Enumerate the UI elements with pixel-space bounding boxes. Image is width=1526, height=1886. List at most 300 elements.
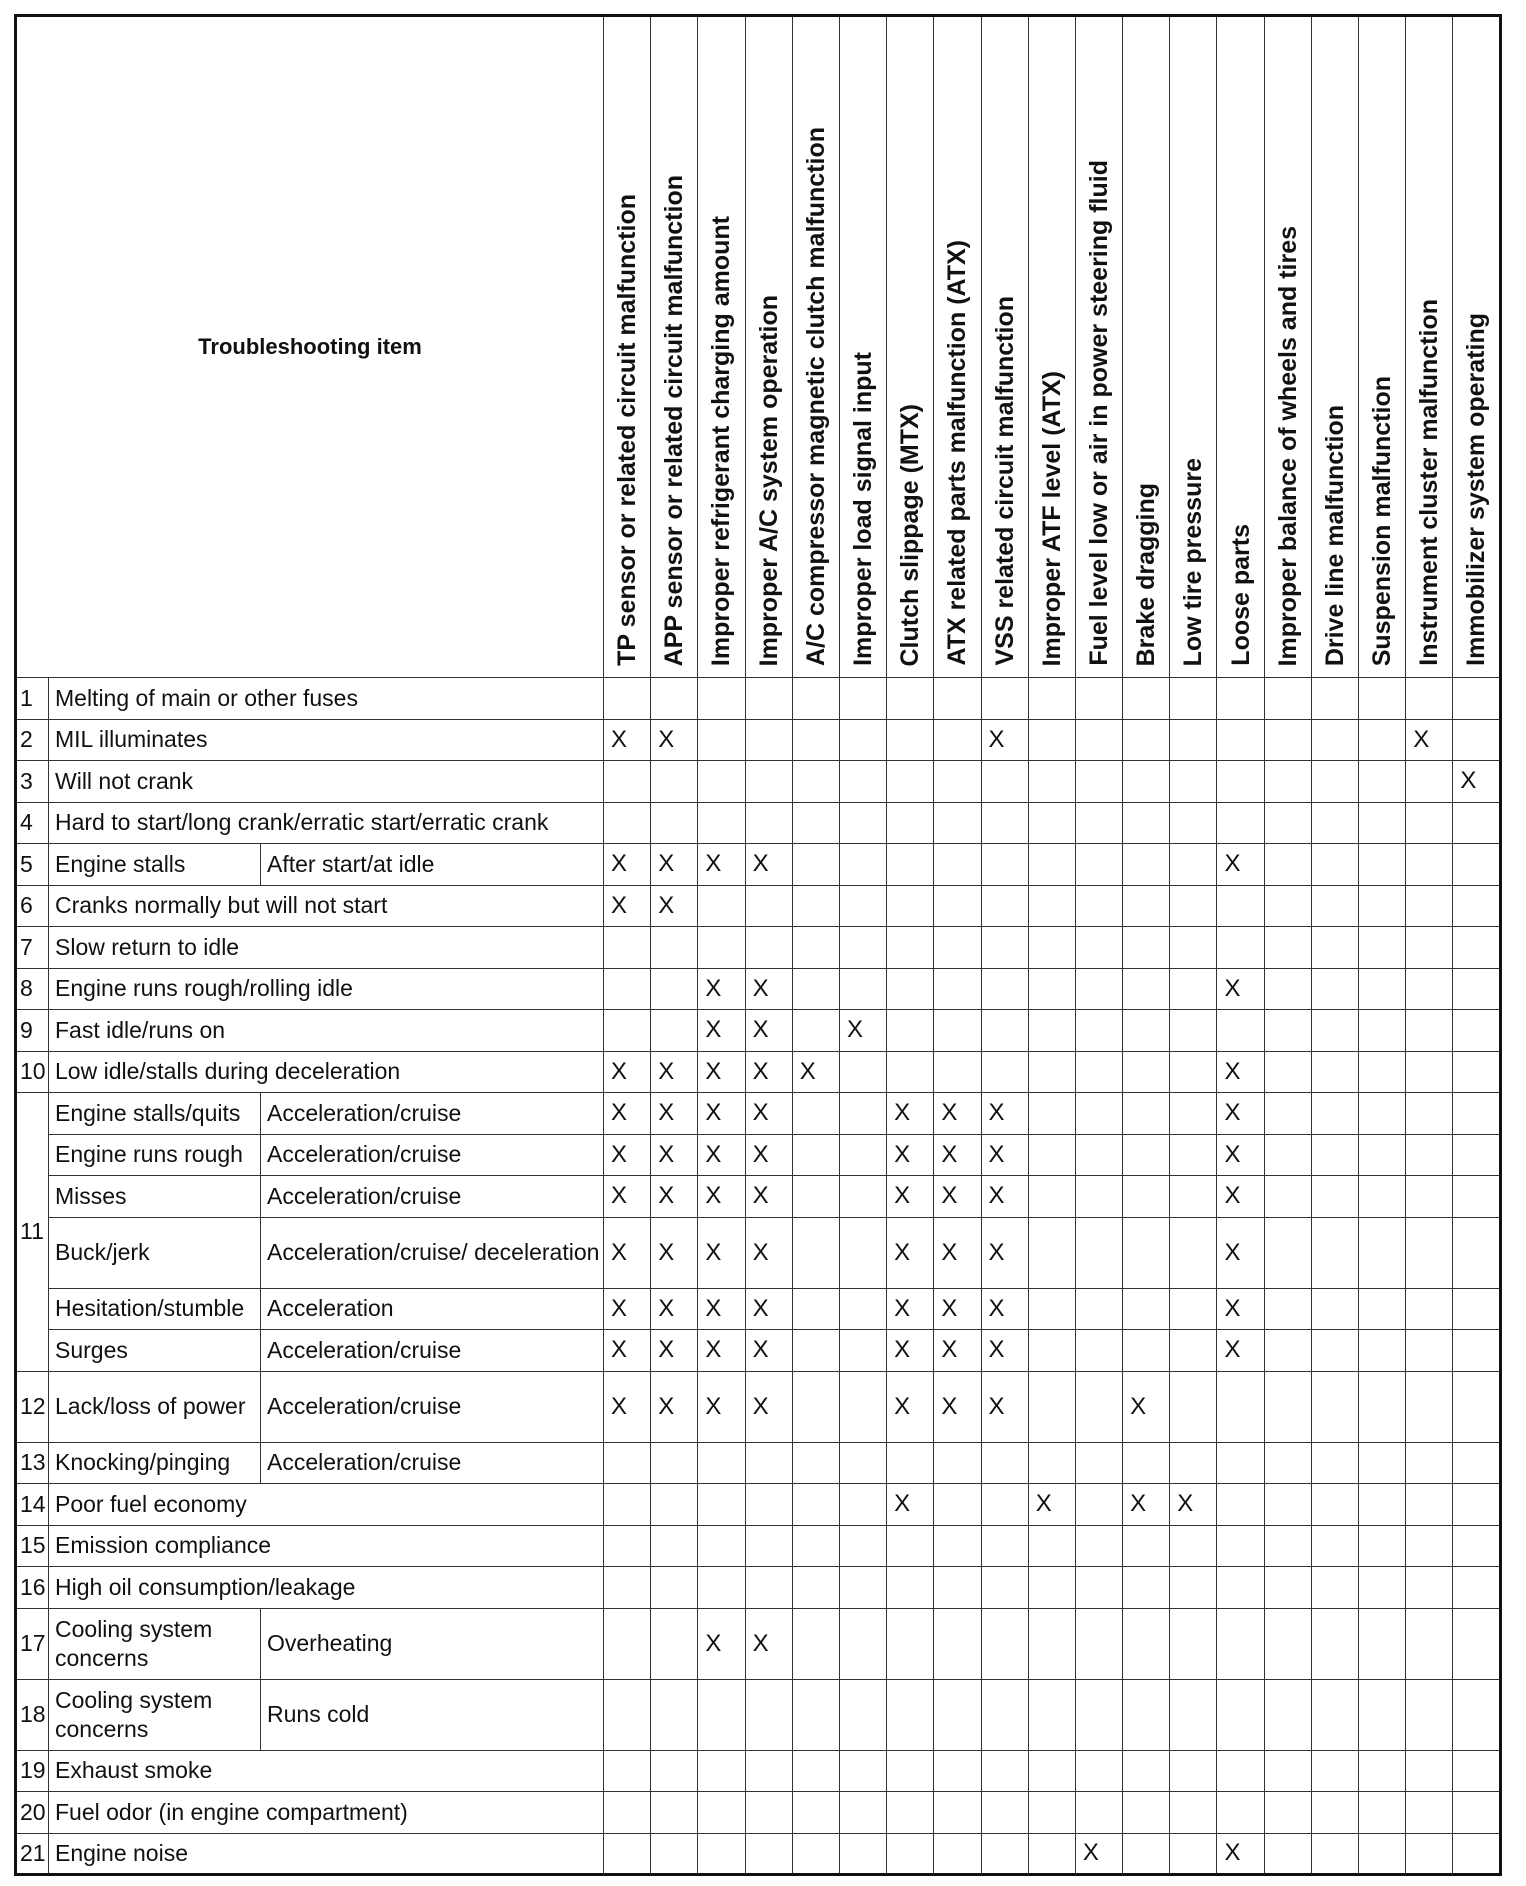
empty-cell — [1359, 1442, 1406, 1484]
empty-cell — [839, 1217, 886, 1288]
empty-cell — [1311, 1371, 1358, 1442]
empty-cell — [839, 802, 886, 844]
empty-cell — [745, 802, 792, 844]
empty-cell — [1028, 968, 1075, 1010]
empty-cell — [792, 719, 839, 761]
empty-cell — [792, 1134, 839, 1176]
empty-cell — [1123, 927, 1170, 969]
mark-cell: X — [604, 1217, 651, 1288]
column-header — [604, 16, 651, 678]
empty-cell — [1453, 927, 1500, 969]
empty-cell — [934, 1833, 981, 1875]
empty-cell — [792, 927, 839, 969]
empty-cell — [1264, 885, 1311, 927]
empty-cell — [792, 1484, 839, 1526]
empty-cell — [1170, 1217, 1217, 1288]
empty-cell — [1406, 885, 1453, 927]
empty-cell — [698, 1833, 745, 1875]
empty-cell — [839, 1525, 886, 1567]
empty-cell — [1406, 1176, 1453, 1218]
empty-cell — [1264, 1792, 1311, 1834]
empty-cell — [792, 1371, 839, 1442]
column-header — [651, 16, 698, 678]
empty-cell — [1170, 1176, 1217, 1218]
empty-cell — [1264, 927, 1311, 969]
symptom-cell: Cooling system concerns — [49, 1608, 261, 1679]
empty-cell — [1359, 1750, 1406, 1792]
empty-cell — [839, 1176, 886, 1218]
empty-cell — [1359, 968, 1406, 1010]
mark-cell: X — [1217, 1833, 1264, 1875]
empty-cell — [651, 1567, 698, 1609]
column-header — [1311, 16, 1358, 678]
empty-cell — [934, 968, 981, 1010]
empty-cell — [792, 1567, 839, 1609]
empty-cell — [1311, 927, 1358, 969]
column-header-label: A/C compressor magnetic clutch malfunction — [801, 127, 830, 666]
empty-cell — [604, 1679, 651, 1750]
empty-cell — [1264, 968, 1311, 1010]
empty-cell — [651, 1010, 698, 1052]
empty-cell — [1453, 1833, 1500, 1875]
symptom-cell: Misses — [49, 1176, 261, 1218]
empty-cell — [1075, 927, 1122, 969]
column-header — [792, 16, 839, 678]
empty-cell — [839, 678, 886, 720]
empty-cell — [1264, 1217, 1311, 1288]
mark-cell: X — [887, 1134, 934, 1176]
empty-cell — [887, 1792, 934, 1834]
empty-cell — [651, 1525, 698, 1567]
mark-cell: X — [604, 885, 651, 927]
condition-cell: Acceleration/cruise — [261, 1176, 604, 1218]
empty-cell — [1028, 1371, 1075, 1442]
empty-cell — [934, 678, 981, 720]
empty-cell — [745, 1833, 792, 1875]
empty-cell — [698, 1750, 745, 1792]
empty-cell — [1123, 719, 1170, 761]
mark-cell: X — [1217, 968, 1264, 1010]
empty-cell — [887, 844, 934, 886]
empty-cell — [1028, 1051, 1075, 1093]
empty-cell — [651, 1442, 698, 1484]
empty-cell — [1359, 761, 1406, 803]
empty-cell — [1406, 1833, 1453, 1875]
empty-cell — [698, 927, 745, 969]
mark-cell: X — [934, 1093, 981, 1135]
empty-cell — [887, 1750, 934, 1792]
empty-cell — [1123, 885, 1170, 927]
empty-cell — [1075, 1288, 1122, 1330]
empty-cell — [698, 678, 745, 720]
empty-cell — [1406, 1442, 1453, 1484]
empty-cell — [651, 968, 698, 1010]
symptom-cell: Knocking/pinging — [49, 1442, 261, 1484]
empty-cell — [1217, 1371, 1264, 1442]
row-number: 8 — [16, 968, 49, 1010]
empty-cell — [1170, 1608, 1217, 1679]
empty-cell — [934, 719, 981, 761]
empty-cell — [1075, 968, 1122, 1010]
mark-cell: X — [651, 1217, 698, 1288]
empty-cell — [604, 761, 651, 803]
mark-cell: X — [604, 1176, 651, 1218]
empty-cell — [887, 1010, 934, 1052]
column-header — [1028, 16, 1075, 678]
empty-cell — [1311, 1484, 1358, 1526]
empty-cell — [698, 885, 745, 927]
empty-cell — [981, 761, 1028, 803]
column-header-label: Improper refrigerant charging amount — [707, 215, 736, 666]
mark-cell: X — [1123, 1484, 1170, 1526]
empty-cell — [1406, 1010, 1453, 1052]
row-number: 20 — [16, 1792, 49, 1834]
mark-cell: X — [1217, 1134, 1264, 1176]
table-row — [16, 1134, 1501, 1176]
empty-cell — [792, 761, 839, 803]
empty-cell — [1311, 719, 1358, 761]
mark-cell: X — [981, 1371, 1028, 1442]
table-row — [16, 1371, 1501, 1442]
empty-cell — [1170, 885, 1217, 927]
mark-cell: X — [698, 1051, 745, 1093]
empty-cell — [1359, 1567, 1406, 1609]
empty-cell — [1123, 1792, 1170, 1834]
row-number: 2 — [16, 719, 49, 761]
empty-cell — [604, 1750, 651, 1792]
mark-cell: X — [604, 1134, 651, 1176]
empty-cell — [604, 1792, 651, 1834]
mark-cell: X — [887, 1484, 934, 1526]
empty-cell — [604, 1010, 651, 1052]
row-number: 12 — [16, 1371, 49, 1442]
empty-cell — [1311, 844, 1358, 886]
table-row — [16, 885, 1501, 927]
empty-cell — [792, 1176, 839, 1218]
empty-cell — [1028, 1525, 1075, 1567]
mark-cell: X — [698, 1134, 745, 1176]
mark-cell: X — [745, 1608, 792, 1679]
empty-cell — [1028, 1833, 1075, 1875]
empty-cell — [1359, 1217, 1406, 1288]
symptom-cell: Will not crank — [49, 761, 604, 803]
empty-cell — [1264, 761, 1311, 803]
column-header — [1453, 16, 1500, 678]
empty-cell — [839, 1051, 886, 1093]
empty-cell — [981, 885, 1028, 927]
empty-cell — [1406, 927, 1453, 969]
empty-cell — [1075, 1679, 1122, 1750]
condition-cell: Runs cold — [261, 1679, 604, 1750]
column-header — [1406, 16, 1453, 678]
table-row — [16, 1484, 1501, 1526]
mark-cell: X — [698, 1217, 745, 1288]
empty-cell — [1170, 1525, 1217, 1567]
empty-cell — [1311, 1525, 1358, 1567]
empty-cell — [887, 1051, 934, 1093]
empty-cell — [1123, 802, 1170, 844]
condition-cell: After start/at idle — [261, 844, 604, 886]
empty-cell — [887, 1442, 934, 1484]
mark-cell: X — [1217, 844, 1264, 886]
empty-cell — [839, 1484, 886, 1526]
empty-cell — [981, 1750, 1028, 1792]
empty-cell — [604, 968, 651, 1010]
empty-cell — [934, 802, 981, 844]
empty-cell — [792, 678, 839, 720]
empty-cell — [1217, 761, 1264, 803]
empty-cell — [1170, 844, 1217, 886]
empty-cell — [604, 1442, 651, 1484]
mark-cell: X — [745, 1288, 792, 1330]
empty-cell — [1123, 1288, 1170, 1330]
empty-cell — [651, 1750, 698, 1792]
empty-cell — [1264, 844, 1311, 886]
table-row — [16, 844, 1501, 886]
mark-cell: X — [792, 1051, 839, 1093]
column-header — [839, 16, 886, 678]
empty-cell — [1075, 1792, 1122, 1834]
mark-cell: X — [745, 1134, 792, 1176]
empty-cell — [1359, 1679, 1406, 1750]
empty-cell — [839, 1442, 886, 1484]
empty-cell — [839, 1134, 886, 1176]
empty-cell — [1075, 1371, 1122, 1442]
empty-cell — [839, 761, 886, 803]
empty-cell — [1075, 1750, 1122, 1792]
empty-cell — [1123, 761, 1170, 803]
symptom-cell: Engine runs rough — [49, 1134, 261, 1176]
column-header — [1123, 16, 1170, 678]
row-number: 4 — [16, 802, 49, 844]
empty-cell — [1123, 1750, 1170, 1792]
empty-cell — [604, 927, 651, 969]
mark-cell: X — [934, 1134, 981, 1176]
table-row — [16, 1750, 1501, 1792]
empty-cell — [839, 1567, 886, 1609]
mark-cell: X — [698, 1010, 745, 1052]
empty-cell — [1453, 1217, 1500, 1288]
empty-cell — [1453, 1608, 1500, 1679]
mark-cell: X — [1217, 1051, 1264, 1093]
empty-cell — [1170, 968, 1217, 1010]
mark-cell: X — [981, 719, 1028, 761]
empty-cell — [887, 1833, 934, 1875]
empty-cell — [839, 1371, 886, 1442]
empty-cell — [1406, 802, 1453, 844]
empty-cell — [1359, 1093, 1406, 1135]
mark-cell: X — [698, 968, 745, 1010]
row-number: 15 — [16, 1525, 49, 1567]
empty-cell — [1359, 1608, 1406, 1679]
empty-cell — [1170, 1134, 1217, 1176]
mark-cell: X — [981, 1288, 1028, 1330]
empty-cell — [792, 844, 839, 886]
empty-cell — [934, 1525, 981, 1567]
table-row — [16, 1217, 1501, 1288]
empty-cell — [1264, 1051, 1311, 1093]
troubleshooting-item-header: Troubleshooting item — [16, 16, 604, 678]
empty-cell — [1123, 1833, 1170, 1875]
table-body — [16, 678, 1501, 1875]
troubleshooting-sheet — [14, 14, 1516, 1877]
empty-cell — [1075, 1134, 1122, 1176]
empty-cell — [1028, 761, 1075, 803]
empty-cell — [1406, 1525, 1453, 1567]
empty-cell — [1123, 1567, 1170, 1609]
empty-cell — [1311, 1750, 1358, 1792]
empty-cell — [981, 844, 1028, 886]
empty-cell — [1359, 1833, 1406, 1875]
symptom-cell: MIL illuminates — [49, 719, 604, 761]
empty-cell — [1264, 1371, 1311, 1442]
empty-cell — [1075, 1217, 1122, 1288]
empty-cell — [1453, 1176, 1500, 1218]
condition-cell: Acceleration/cruise/ deceleration — [261, 1217, 604, 1288]
symptom-cell: Engine stalls — [49, 844, 261, 886]
empty-cell — [1028, 885, 1075, 927]
empty-cell — [1453, 1134, 1500, 1176]
empty-cell — [604, 1833, 651, 1875]
symptom-cell: Slow return to idle — [49, 927, 604, 969]
empty-cell — [792, 1288, 839, 1330]
mark-cell: X — [1123, 1371, 1170, 1442]
empty-cell — [1311, 1134, 1358, 1176]
mark-cell: X — [887, 1371, 934, 1442]
empty-cell — [792, 1093, 839, 1135]
row-number: 14 — [16, 1484, 49, 1526]
empty-cell — [604, 1608, 651, 1679]
symptom-cell: Surges — [49, 1330, 261, 1372]
column-header-label: VSS related circuit malfunction — [990, 296, 1019, 666]
empty-cell — [1028, 1134, 1075, 1176]
mark-cell: X — [1217, 1288, 1264, 1330]
empty-cell — [981, 927, 1028, 969]
table-row — [16, 719, 1501, 761]
symptom-cell: Cranks normally but will not start — [49, 885, 604, 927]
empty-cell — [1217, 927, 1264, 969]
table-row — [16, 1567, 1501, 1609]
empty-cell — [1075, 1484, 1122, 1526]
empty-cell — [1359, 885, 1406, 927]
table-row — [16, 1608, 1501, 1679]
empty-cell — [839, 1330, 886, 1372]
empty-cell — [1075, 719, 1122, 761]
symptom-cell: Exhaust smoke — [49, 1750, 604, 1792]
mark-cell: X — [604, 719, 651, 761]
empty-cell — [1359, 802, 1406, 844]
mark-cell: X — [745, 1330, 792, 1372]
empty-cell — [839, 1608, 886, 1679]
empty-cell — [1123, 1525, 1170, 1567]
empty-cell — [1028, 1608, 1075, 1679]
empty-cell — [651, 927, 698, 969]
empty-cell — [1217, 1525, 1264, 1567]
mark-cell: X — [1406, 719, 1453, 761]
empty-cell — [1217, 1608, 1264, 1679]
empty-cell — [1170, 761, 1217, 803]
column-header-label: ATX related parts malfunction (ATX) — [943, 240, 972, 666]
empty-cell — [698, 1792, 745, 1834]
empty-cell — [1311, 1567, 1358, 1609]
empty-cell — [792, 1010, 839, 1052]
empty-cell — [1075, 885, 1122, 927]
empty-cell — [792, 1525, 839, 1567]
empty-cell — [934, 1567, 981, 1609]
symptom-cell: Hard to start/long crank/erratic start/erratic crank — [49, 802, 604, 844]
condition-cell: Acceleration/cruise — [261, 1134, 604, 1176]
empty-cell — [1311, 885, 1358, 927]
empty-cell — [1123, 844, 1170, 886]
empty-cell — [981, 1525, 1028, 1567]
empty-cell — [1311, 761, 1358, 803]
mark-cell: X — [745, 1371, 792, 1442]
mark-cell: X — [887, 1093, 934, 1135]
row-number: 13 — [16, 1442, 49, 1484]
mark-cell: X — [604, 1093, 651, 1135]
empty-cell — [1311, 802, 1358, 844]
empty-cell — [1359, 844, 1406, 886]
empty-cell — [1406, 1750, 1453, 1792]
empty-cell — [839, 968, 886, 1010]
empty-cell — [934, 1750, 981, 1792]
empty-cell — [981, 968, 1028, 1010]
mark-cell: X — [651, 885, 698, 927]
empty-cell — [651, 1792, 698, 1834]
empty-cell — [1264, 1567, 1311, 1609]
row-number: 1 — [16, 678, 49, 720]
empty-cell — [792, 1217, 839, 1288]
symptom-cell: Emission compliance — [49, 1525, 604, 1567]
condition-cell: Acceleration/cruise — [261, 1371, 604, 1442]
empty-cell — [1359, 678, 1406, 720]
empty-cell — [604, 1567, 651, 1609]
mark-cell: X — [604, 1051, 651, 1093]
mark-cell: X — [698, 844, 745, 886]
mark-cell: X — [651, 1134, 698, 1176]
column-header — [1075, 16, 1122, 678]
empty-cell — [981, 1051, 1028, 1093]
empty-cell — [1123, 1176, 1170, 1218]
empty-cell — [1217, 719, 1264, 761]
empty-cell — [745, 1750, 792, 1792]
column-header-row — [16, 16, 1501, 678]
mark-cell: X — [745, 1217, 792, 1288]
row-number: 21 — [16, 1833, 49, 1875]
troubleshooting-table — [14, 14, 1502, 1876]
table-row — [16, 1792, 1501, 1834]
mark-cell: X — [887, 1330, 934, 1372]
empty-cell — [1075, 761, 1122, 803]
empty-cell — [651, 1484, 698, 1526]
empty-cell — [1453, 1093, 1500, 1135]
empty-cell — [745, 885, 792, 927]
column-header-label: Improper A/C system operation — [754, 294, 783, 666]
mark-cell: X — [651, 844, 698, 886]
column-header — [1217, 16, 1264, 678]
mark-cell: X — [1217, 1217, 1264, 1288]
mark-cell: X — [698, 1608, 745, 1679]
empty-cell — [1264, 1176, 1311, 1218]
empty-cell — [839, 844, 886, 886]
condition-cell: Acceleration — [261, 1288, 604, 1330]
empty-cell — [1453, 885, 1500, 927]
mark-cell: X — [934, 1330, 981, 1372]
empty-cell — [1453, 1750, 1500, 1792]
column-header — [1359, 16, 1406, 678]
mark-cell: X — [745, 1051, 792, 1093]
empty-cell — [1028, 678, 1075, 720]
